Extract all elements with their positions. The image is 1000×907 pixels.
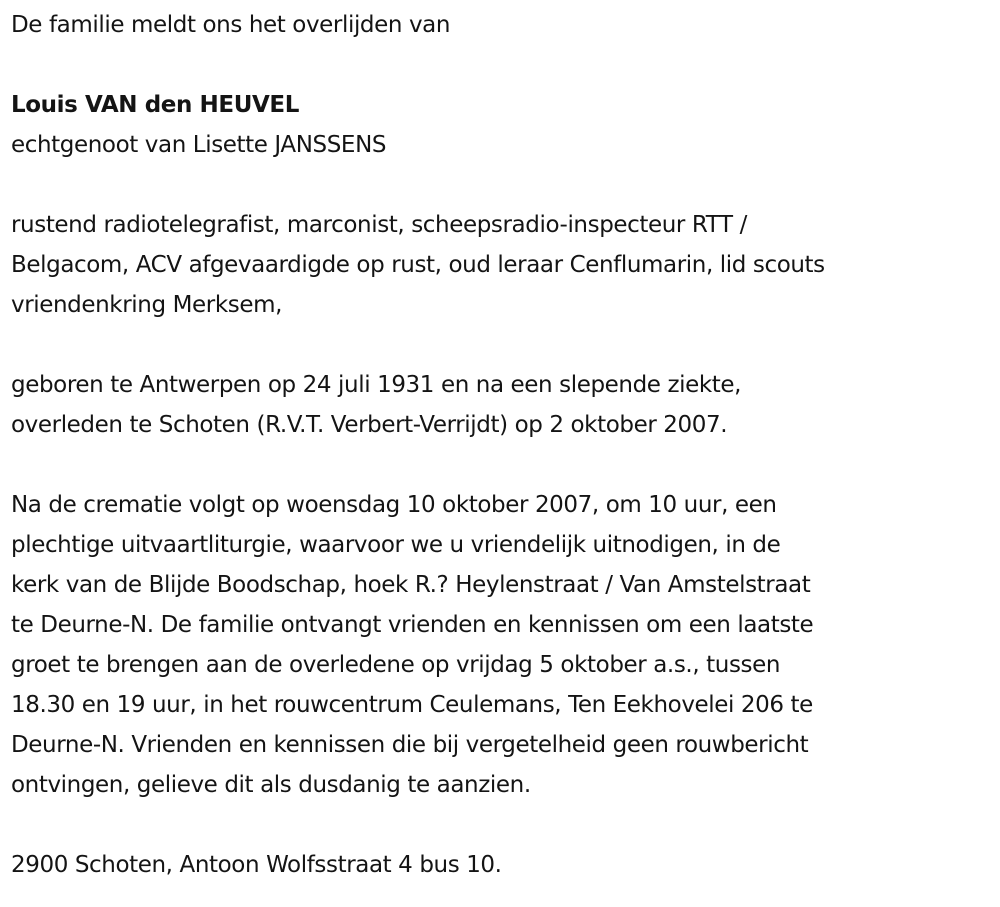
- spouse-line: echtgenoot van Lisette JANSSENS: [11, 132, 387, 158]
- life-dates-paragraph: [11, 365, 991, 445]
- spacer: [11, 805, 991, 845]
- address-line: 2900 Schoten, Antoon Wolfsstraat 4 bus 10.: [11, 852, 502, 878]
- ceremony-line: te Deurne-N. De familie ontvangt vrienden en kennissen om een laatste: [11, 612, 814, 638]
- ceremony-line: Deurne-N. Vrienden en kennissen die bij vergetelheid geen rouwbericht: [11, 732, 809, 758]
- ceremony-line: 18.30 en 19 uur, in het rouwcentrum Ceulemans, Ten Eekhovelei 206 te: [11, 692, 813, 718]
- ceremony-line: ontvingen, gelieve dit als dusdanig te aanzien.: [11, 772, 531, 798]
- deceased-name: Louis VAN den HEUVEL: [11, 92, 299, 118]
- life-dates-line: overleden te Schoten (R.V.T. Verbert-Verrijdt) op 2 oktober 2007.: [11, 412, 728, 438]
- spacer: [11, 445, 991, 485]
- ceremony-paragraph: [11, 485, 991, 805]
- ceremony-line: groet te brengen aan de overledene op vrijdag 5 oktober a.s., tussen: [11, 652, 781, 678]
- ceremony-line: plechtige uitvaartliturgie, waarvoor we u vriendelijk uitnodigen, in de: [11, 532, 781, 558]
- spacer: [11, 45, 991, 85]
- occupation-paragraph: [11, 205, 991, 325]
- occupation-line: vriendenkring Merksem,: [11, 292, 282, 318]
- occupation-line: Belgacom, ACV afgevaardigde op rust, oud leraar Cenflumarin, lid scouts: [11, 252, 825, 278]
- intro-text: De familie meldt ons het overlijden van: [11, 12, 451, 38]
- ceremony-line: Na de crematie volgt op woensdag 10 oktober 2007, om 10 uur, een: [11, 492, 777, 518]
- ceremony-line: kerk van de Blijde Boodschap, hoek R.? Heylenstraat / Van Amstelstraat: [11, 572, 811, 598]
- life-dates-line: geboren te Antwerpen op 24 juli 1931 en na een slepende ziekte,: [11, 372, 742, 398]
- obituary-notice: [11, 5, 991, 885]
- spacer: [11, 325, 991, 365]
- occupation-line: rustend radiotelegrafist, marconist, scheepsradio-inspecteur RTT /: [11, 212, 747, 238]
- spacer: [11, 165, 991, 205]
